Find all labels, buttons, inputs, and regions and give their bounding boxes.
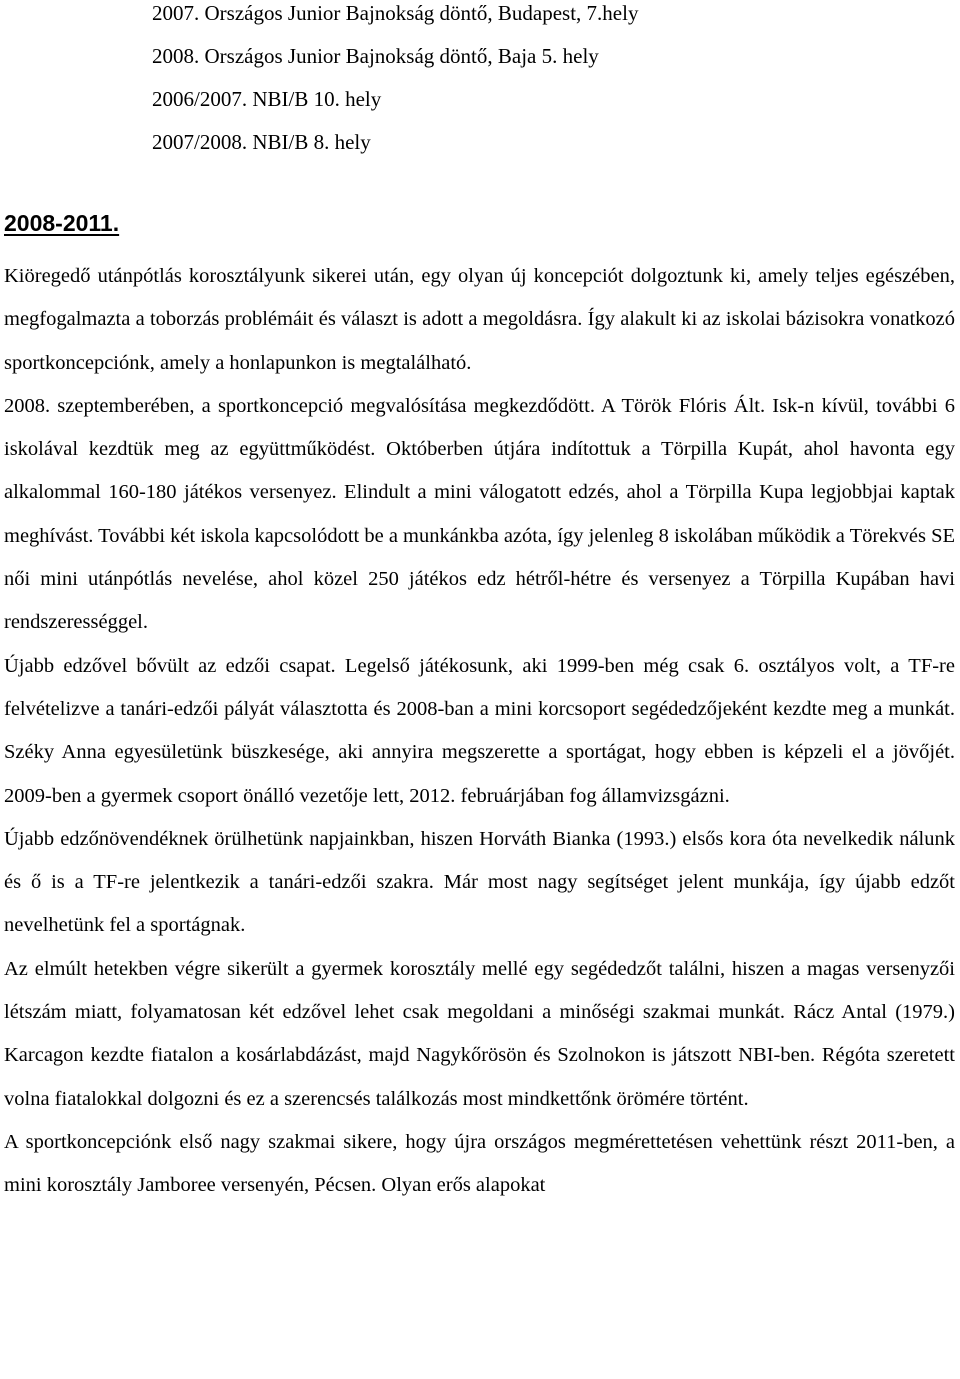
result-line: 2008. Országos Junior Bajnokság döntő, Baja 5. hely: [152, 44, 599, 68]
result-line: 2007. Országos Junior Bajnokság döntő, Budapest, 7.hely: [152, 1, 639, 25]
paragraph: Kiöregedő utánpótlás korosztályunk sikerei után, egy olyan új koncepciót dolgoztunk ki, amely teljes egészében, megfogalmazta a toborzás problémáit és választ is adott a megoldásra. Így alakult ki az iskolai bázisokra vonatkozó sportkoncepciónk, amely a honlapunkon is megtalálható.: [4, 265, 955, 374]
results-list: [152, 0, 852, 164]
section-heading: 2008-2011.: [4, 210, 120, 236]
paragraph: Újabb edzővel bővült az edzői csapat. Legelső játékosunk, aki 1999-ben még csak 6. osztályos volt, a TF-re felvételizve a tanári-edzői pályát választotta és 2008-ban a mini korcsoport segédedzőjeként kezdte meg a munkát. Széky Anna egyesületünk büszkesége, aki annyira megszerette a sportágat, hogy ebben is képzeli el a jövőjét. 2009-ben a gyermek csoport önálló vezetője lett, 2012. februárjában fog államvizsgázni.: [4, 654, 955, 807]
result-line: 2007/2008. NBI/B 8. hely: [152, 130, 371, 154]
paragraph: Az elmúlt hetekben végre sikerült a gyermek korosztály mellé egy segédedzőt találni, hiszen a magas versenyzői létszám miatt, folyamatosan két edzővel lehet csak megoldani a minőségi szakmai munkát. Rácz Antal (1979.) Karcagon kezdte fiatalon a kosárlabdázást, majd Nagykőrösön és Szolnokon is játszott NBI-ben. Régóta szeretett volna fiatalokkal dolgozni és ez a szerencsés találkozás most mindkettőnk örömére történt.: [4, 957, 955, 1110]
paragraph: Újabb edzőnövendéknek örülhetünk napjainkban, hiszen Horváth Bianka (1993.) elsős kora óta nevelkedik nálunk és ő is a TF-re jelentkezik a tanári-edzői szakra. Már most nagy segítséget jelent munkája, így újabb edzőt nevelhetünk fel a sportágnak.: [4, 827, 955, 937]
paragraph: A sportkoncepciónk első nagy szakmai sikere, hogy újra országos megmérettetésen vehettünk részt 2011-ben, a mini korosztály Jamboree versenyén, Pécsen. Olyan erős alapokat: [4, 1130, 955, 1197]
body-text: [4, 255, 955, 1208]
paragraph: 2008. szeptemberében, a sportkoncepció megvalósítása megkezdődött. A Török Flóris Ált. Isk-n kívül, további 6 iskolával kezdtük meg az együttműködést. Októberben útjára indítottuk a Törpilla Kupát, ahol havonta egy alkalommal 160-180 játékos versenyez. Elindult a mini válogatott edzés, ahol a Törpilla Kupa legjobbjai kaptak meghívást. További két iskola kapcsolódott be a munkánkba azóta, így jelenleg 8 iskolában működik a Törekvés SE női mini utánpótlás nevelése, ahol közel 250 játékos edz hétről-hétre és versenyez a Törpilla Kupában havi rendszerességgel.: [4, 394, 955, 634]
result-line: 2006/2007. NBI/B 10. hely: [152, 87, 382, 111]
